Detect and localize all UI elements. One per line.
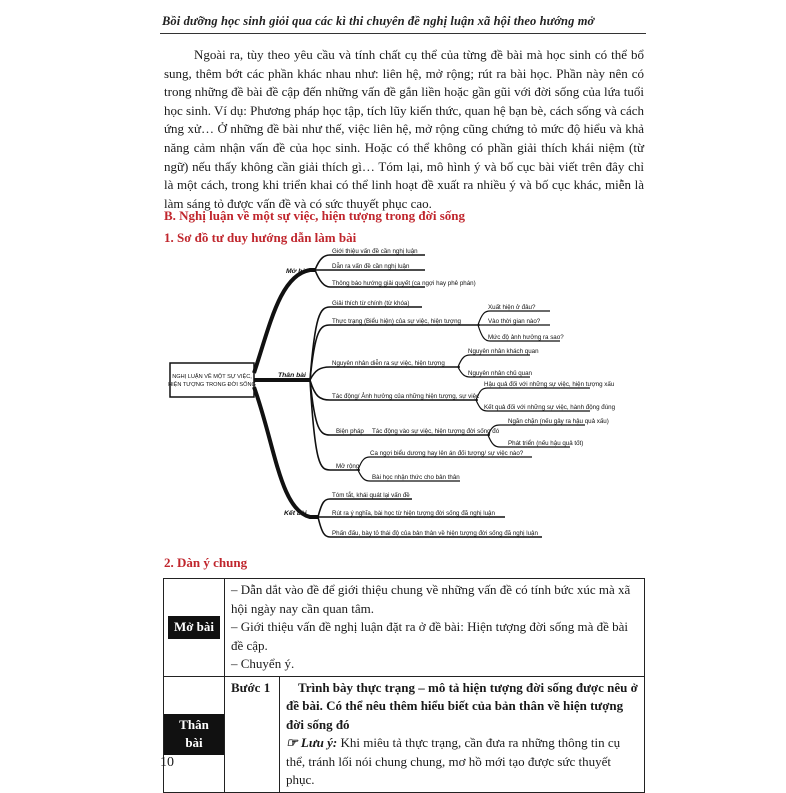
label-mo-bai: Mở bài: [286, 268, 308, 275]
intro-paragraph-block: [164, 46, 644, 213]
tb-bien-phap: Biện pháp: [336, 428, 364, 435]
tb-mo-rong-sub-2: Bài học nhận thức cho bản thân: [372, 474, 460, 481]
tb-thuc-trang-sub-1: Xuất hiện ở đâu?: [488, 304, 536, 311]
label-than-bai: Thân bài: [278, 372, 306, 379]
outline-label-cell: [164, 676, 225, 792]
step-cell: [225, 676, 280, 792]
mo-bai-line-1: – Dẫn dắt vào đề để giới thiệu chung về những vấn đề có tính bức xúc mà xã hội ngày nay cần quan tâm.: [231, 582, 631, 616]
tb-thuc-trang-sub-3: Mức độ ảnh hưởng ra sao?: [488, 334, 564, 341]
tb-tac-dong-sub-1: Hậu quả đối với những sự việc, hiện tượng xấu: [484, 381, 615, 388]
ket-bai-item-3: Phấn đấu, bày tỏ thái độ của bản thân về hiện tượng đời sống đã nghị luận: [332, 530, 538, 537]
outline-row-mo-bai: [164, 579, 645, 677]
tb-bien-phap-sub-2: Phát triển (nếu hậu quả tốt): [508, 440, 584, 447]
tb-tac-dong: Tác động/ Ảnh hưởng của những hiện tượng, sự việc: [332, 393, 480, 400]
branch-ket-bai: [254, 387, 318, 517]
than-bai-label: Thân bài: [164, 714, 224, 755]
running-header: Bồi dưỡng học sinh giỏi qua các kì thi chuyên đề nghị luận xã hội theo hướng mở: [162, 14, 595, 28]
tb-bien-phap-mid: Tác động vào sự việc, hiện tượng đời sống đó: [372, 428, 500, 435]
mind-map-diagram: [160, 245, 616, 550]
mo-bai-content: [225, 579, 645, 677]
outline-row-than-bai: [164, 676, 645, 792]
tb-thuc-trang-sub-2: Vào thời gian nào?: [488, 318, 541, 325]
mindmap-center-line1: NGHỊ LUẬN VỀ MỘT SỰ VIỆC,: [172, 374, 252, 380]
section-1-heading: 1. Sơ đồ tư duy hướng dẫn làm bài: [164, 230, 357, 245]
tb-nguyen-nhan: Nguyên nhân diễn ra sự việc, hiện tượng: [332, 360, 445, 367]
mo-bai-label: Mở bài: [168, 616, 220, 639]
intro-paragraph: Ngoài ra, tùy theo yêu cầu và tính chất cụ thể của từng đề bài mà học sinh có thể bổ sung, thêm bớt các phần khác nhau như: liên hệ, mở rộng; rút ra bài học. Phần này nên có trong những đề bài đề cập đến những vấn đề gắn liền hoặc gần gũi với đời sống của lứa tuổi học sinh. Ví dụ: Phương pháp học tập, tích lũy kiến thức, quan hệ bạn bè, cách sống và cách ứng xử… Ở những đề bài như thế, việc liên hệ, mở rộng cũng chứng tỏ mức độ hiểu và khả năng cảm nhận vấn đề của học sinh. Hoặc có thể không có phần giải thích khái niệm (từ ngữ) nếu thấy không cần giải thích gì… Tóm lại, mô hình ý và bố cục bài viết trên đây chỉ là một cách, trong khi triển khai có thể linh hoạt đề xuất ra nhiều ý và bố cục khác, miễn là làm sáng tỏ được vấn đề và có sức thuyết phục cao.: [164, 47, 644, 211]
branch-mo-bai: [254, 270, 315, 373]
mo-bai-item-3: Thông báo hướng giải quyết (ca ngợi hay phê phán): [332, 280, 476, 287]
section-2-heading: 2. Dàn ý chung: [164, 555, 248, 570]
tb-mo-rong-sub-1: Ca ngợi biểu dương hay lên án đối tượng/ sự việc nào?: [370, 450, 524, 457]
mo-bai-item-1: Giới thiệu vấn đề cần nghị luận: [332, 248, 418, 255]
step-bold-text: Trình bày thực trạng – mô tả hiện tượng đời sống được nêu ở đề bài. Có thể nêu thêm hiểu biết của bản thân về hiện tượng đời sống đó: [286, 679, 638, 732]
tb-nguyen-nhan-sub-1: Nguyên nhân khách quan: [468, 348, 539, 355]
step-label: Bước 1: [231, 679, 271, 695]
tb-mo-rong: Mở rộng: [336, 463, 360, 470]
mindmap-center-line2: HIỆN TƯỢNG TRONG ĐỜI SỐNG: [168, 382, 256, 388]
outline-label-cell: [164, 579, 225, 677]
tb-tac-dong-sub-2: Kết quả đối với những sự việc, hành động đúng: [484, 404, 616, 411]
tb-thuc-trang: Thực trạng (Biểu hiện) của sự việc, hiện tượng: [332, 318, 461, 325]
ket-bai-item-1: Tóm tắt, khái quát lại vấn đề: [332, 492, 410, 499]
tb-bien-phap-sub-1: Ngăn chặn (nếu gây ra hậu quả xấu): [508, 418, 609, 425]
mo-bai-line-3: – Chuyển ý.: [231, 656, 295, 671]
note-text: Khi miêu tả thực trạng, cần đưa ra những thông tin cụ thể, tránh lối nói chung chung, mơ hồ mới tạo được sức thuyết phục.: [286, 735, 621, 787]
mo-bai-line-2: – Giới thiệu vấn đề nghị luận đặt ra ở đề bài: Hiện tượng đời sống mà đề bài đề cập.: [231, 619, 629, 653]
label-ket-bai: Kết bài: [284, 510, 307, 517]
tb-giai-thich: Giải thích từ chính (từ khóa): [332, 300, 410, 307]
mindmap-center-box: [170, 363, 254, 397]
page-number: 10: [160, 755, 174, 770]
step-note: [286, 734, 638, 790]
tb-nguyen-nhan-sub-2: Nguyên nhân chủ quan: [468, 370, 532, 377]
section-b-heading: B. Nghị luận về một sự việc, hiện tượng trong đời sống: [164, 208, 465, 223]
note-label: ☞ Lưu ý:: [286, 735, 338, 750]
outline-table: [163, 578, 645, 793]
header-rule: [160, 33, 646, 34]
mo-bai-item-2: Dẫn ra vấn đề cần nghị luận: [332, 263, 410, 270]
ket-bai-item-2: Rút ra ý nghĩa, bài học từ hiện tượng đời sống đã nghị luận: [332, 510, 495, 517]
step-content: [280, 676, 645, 792]
